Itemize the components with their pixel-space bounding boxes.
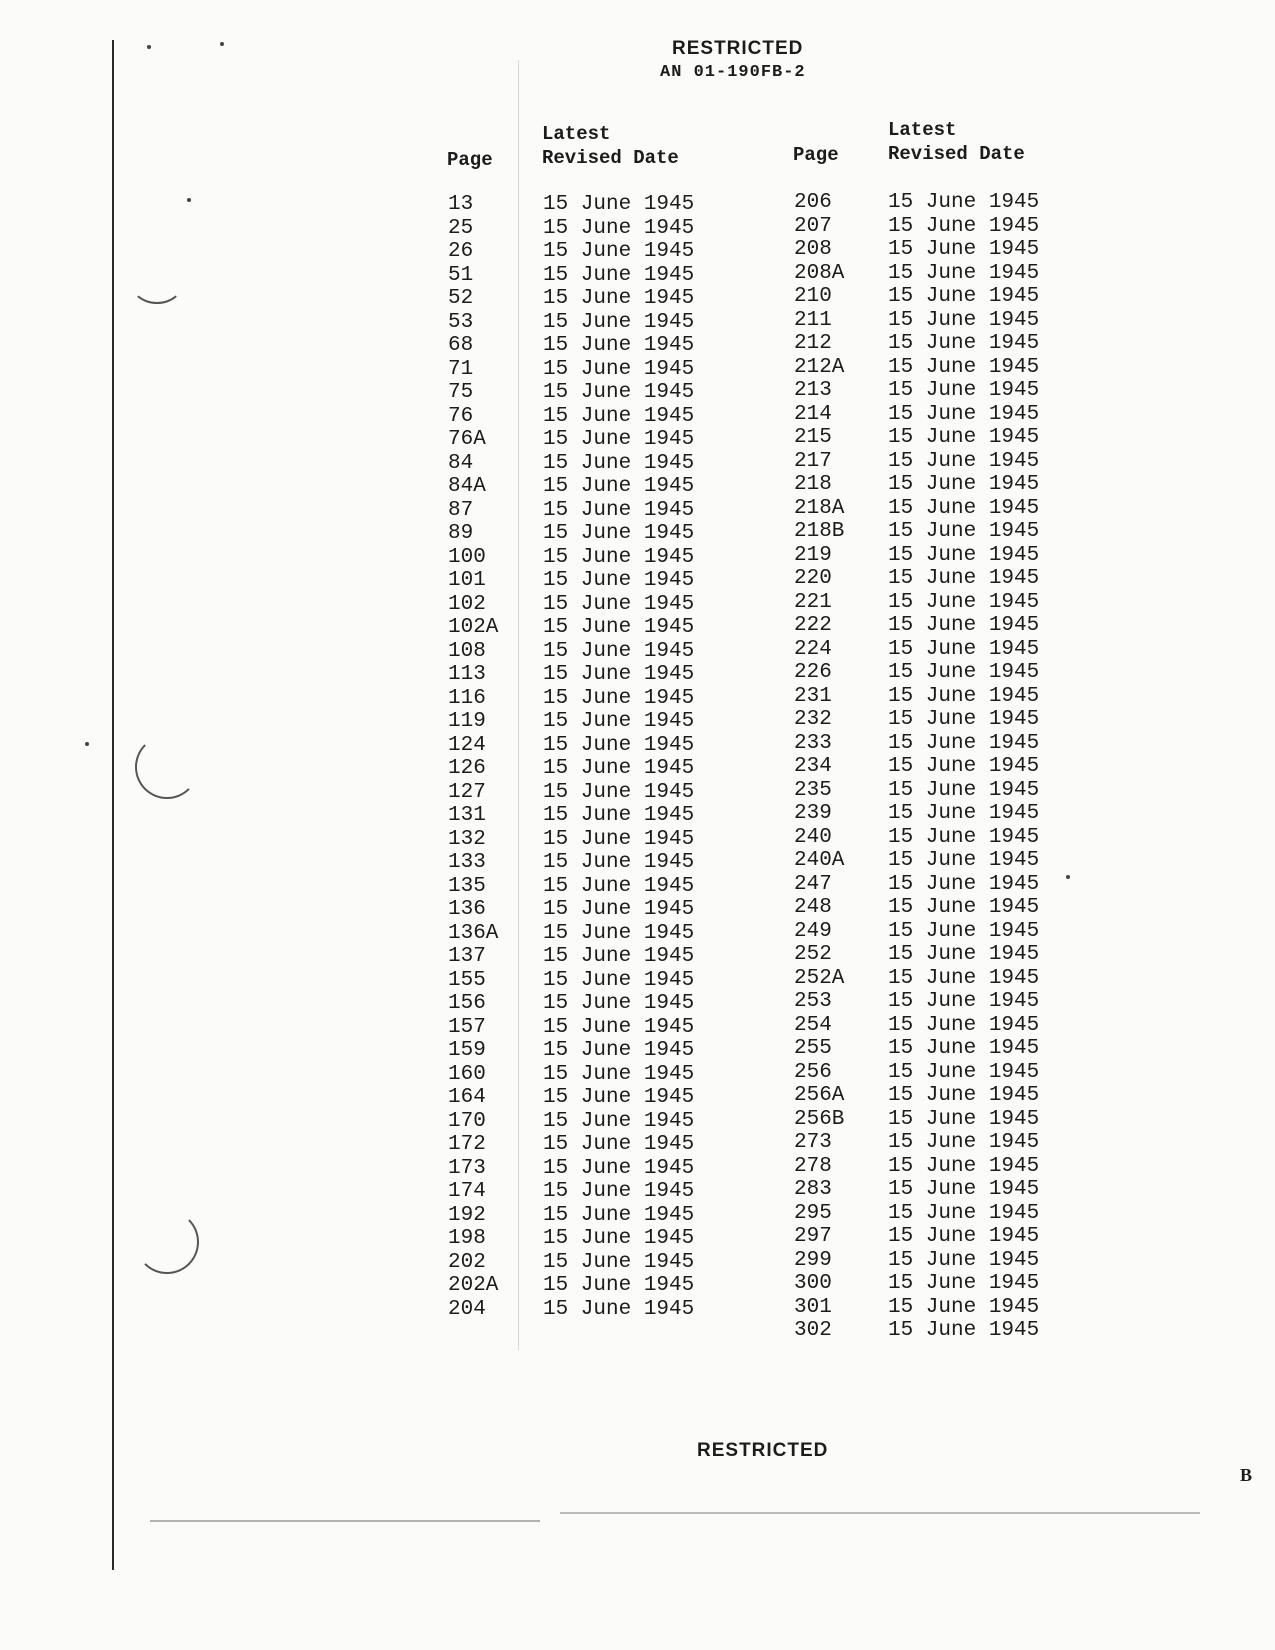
page-number-cell: 300 [794,1272,832,1295]
revised-date-cell: 15 June 1945 [888,1295,1040,1319]
revised-date-cell: 15 June 1945 [543,569,695,592]
page-number-cell: 224 [794,637,832,661]
revised-date-cell: 15 June 1945 [543,592,695,616]
revised-date-cell: 15 June 1945 [888,778,1040,802]
page-number-cell: 255 [794,1037,832,1060]
revised-date-cell: 15 June 1945 [543,263,695,287]
revised-date-cell: 15 June 1945 [543,710,695,733]
revised-date-cell: 15 June 1945 [543,216,695,240]
revised-date-cell: 15 June 1945 [888,966,1040,990]
page-number-cell: 240 [794,825,832,849]
document-number: AN 01-190FB-2 [660,63,806,82]
page-number-cell: 232 [794,708,832,731]
revised-date-cell: 15 June 1945 [543,1227,695,1250]
revised-date-cell: 15 June 1945 [888,614,1040,637]
left-page-heading: Page [447,149,493,171]
revised-date-cell: 15 June 1945 [543,381,695,404]
page-number-cell: 76 [448,404,474,428]
revised-date-cell: 15 June 1945 [543,428,695,451]
revised-date-cell: 15 June 1945 [543,287,695,310]
revised-date-cell: 15 June 1945 [543,686,695,710]
revised-date-cell: 15 June 1945 [888,590,1040,614]
page-number-cell: 221 [794,590,832,614]
revised-date-cell: 15 June 1945 [888,802,1040,825]
revised-date-cell: 15 June 1945 [888,1178,1040,1201]
page-number-cell: 302 [794,1319,832,1342]
revised-date-cell: 15 June 1945 [543,357,695,381]
scan-speck [85,742,89,746]
page-number-cell: 155 [448,968,486,992]
page-number-cell: 25 [448,216,474,240]
revised-date-cell: 15 June 1945 [888,402,1040,426]
page-number-cell: 131 [448,804,486,827]
revised-date-cell: 15 June 1945 [888,449,1040,473]
revised-date-cell: 15 June 1945 [888,496,1040,520]
page-number-cell: 52 [448,287,474,310]
revised-date-cell: 15 June 1945 [888,238,1040,261]
revised-date-cell: 15 June 1945 [543,1274,695,1297]
page-number-cell: 249 [794,919,832,943]
revised-date-cell: 15 June 1945 [543,475,695,498]
revised-date-cell: 15 June 1945 [543,827,695,851]
revised-date-cell: 15 June 1945 [543,757,695,780]
page-number-cell: 75 [448,381,474,404]
page-number-cell: 136A [448,921,499,945]
revised-date-cell: 15 June 1945 [888,1060,1040,1084]
revised-date-cell: 15 June 1945 [543,498,695,522]
page-number-cell: 126 [448,757,486,780]
page-number-cell: 202 [448,1250,486,1274]
revised-date-cell: 15 June 1945 [888,191,1040,214]
page-number-cell: 256 [794,1060,832,1084]
revised-date-cell: 15 June 1945 [543,663,695,686]
revised-date-cell: 15 June 1945 [888,355,1040,379]
page-number-cell: 156 [448,992,486,1015]
page-number-cell: 192 [448,1203,486,1227]
page-number-cell: 233 [794,731,832,755]
scan-speck [1066,875,1070,879]
revised-date-cell: 15 June 1945 [888,1319,1040,1342]
revised-date-cell: 15 June 1945 [543,804,695,827]
page-number-cell: 235 [794,778,832,802]
punch-hole-mark [135,735,199,799]
revised-date-cell: 15 June 1945 [888,849,1040,872]
page-number-cell: 132 [448,827,486,851]
revised-date-cell: 15 June 1945 [888,943,1040,966]
page-number-cell: 84A [448,475,486,498]
revised-date-cell: 15 June 1945 [543,1062,695,1086]
page-number-cell: 102 [448,592,486,616]
right-date-heading: Latest Revised Date [888,119,1025,165]
revised-date-cell: 15 June 1945 [888,520,1040,543]
page-number-cell: 133 [448,851,486,874]
page-number-cell: 252 [794,943,832,966]
revised-date-cell: 15 June 1945 [888,1084,1040,1107]
page-number-cell: 220 [794,567,832,590]
revised-date-cell: 15 June 1945 [888,1248,1040,1272]
scan-speck [187,198,191,202]
page-number-cell: 113 [448,663,486,686]
revised-date-cell: 15 June 1945 [543,780,695,804]
page-number-cell: 26 [448,240,474,263]
right-page-column [794,191,844,1343]
page-number-cell: 213 [794,379,832,402]
revised-date-cell: 15 June 1945 [888,261,1040,285]
page-number-cell: 100 [448,545,486,569]
page-number-cell: 214 [794,402,832,426]
page-number-cell: 101 [448,569,486,592]
page-number-cell: 71 [448,357,474,381]
revised-date-cell: 15 June 1945 [543,404,695,428]
page-number-cell: 299 [794,1248,832,1272]
revised-date-cell: 15 June 1945 [543,1015,695,1039]
page-number-cell: 210 [794,285,832,308]
revised-date-cell: 15 June 1945 [543,1250,695,1274]
revised-date-cell: 15 June 1945 [543,1086,695,1109]
page-number-cell: 174 [448,1180,486,1203]
revised-date-cell: 15 June 1945 [888,684,1040,708]
page-number-cell: 157 [448,1015,486,1039]
revised-date-cell: 15 June 1945 [888,1272,1040,1295]
page-number-cell: 164 [448,1086,486,1109]
classification-footer: RESTRICTED [697,1440,829,1461]
left-page-column [448,193,498,1321]
page-number-cell: 127 [448,780,486,804]
revised-date-cell: 15 June 1945 [543,921,695,945]
page-number-cell: 256B [794,1107,845,1131]
page-number-cell: 234 [794,755,832,778]
revised-date-cell: 15 June 1945 [543,616,695,639]
page-number-cell: 119 [448,710,486,733]
revised-date-cell: 15 June 1945 [888,919,1040,943]
page-number-cell: 218 [794,473,832,496]
right-page-heading: Page [793,144,839,166]
page-number-cell: 13 [448,193,474,216]
revised-date-cell: 15 June 1945 [888,1037,1040,1060]
page-number-cell: 136 [448,898,486,921]
revised-date-cell: 15 June 1945 [543,1203,695,1227]
revised-date-cell: 15 June 1945 [543,851,695,874]
page-number-cell: 170 [448,1109,486,1133]
revised-date-cell: 15 June 1945 [888,637,1040,661]
page-number-cell: 295 [794,1201,832,1225]
page-letter: B [1240,1465,1253,1485]
page-number-cell: 278 [794,1154,832,1178]
page-number-cell: 172 [448,1133,486,1156]
page-number-cell: 87 [448,498,474,522]
revised-date-cell: 15 June 1945 [543,639,695,663]
revised-date-cell: 15 June 1945 [543,968,695,992]
left-date-heading: Latest Revised Date [542,123,679,169]
page-number-cell: 211 [794,308,832,332]
revised-date-cell: 15 June 1945 [543,874,695,898]
revised-date-cell: 15 June 1945 [543,733,695,757]
revised-date-cell: 15 June 1945 [543,240,695,263]
revised-date-cell: 15 June 1945 [888,285,1040,308]
page-number-cell: 212A [794,355,845,379]
page-number-cell: 218B [794,520,845,543]
page-number-cell: 108 [448,639,486,663]
revised-date-cell: 15 June 1945 [543,522,695,545]
page-number-cell: 207 [794,214,832,238]
page-number-cell: 124 [448,733,486,757]
revised-date-cell: 15 June 1945 [543,1039,695,1062]
page-number-cell: 222 [794,614,832,637]
revised-date-cell: 15 June 1945 [888,1225,1040,1248]
page-number-cell: 256A [794,1084,845,1107]
binding-edge-line [112,40,114,1570]
page-number-cell: 297 [794,1225,832,1248]
page-number-cell: 253 [794,990,832,1013]
page-number-cell: 240A [794,849,845,872]
page-number-cell: 135 [448,874,486,898]
page-number-cell: 76A [448,428,486,451]
revised-date-cell: 15 June 1945 [543,1133,695,1156]
revised-date-cell: 15 June 1945 [543,451,695,475]
page-number-cell: 206 [794,191,832,214]
revised-date-cell: 15 June 1945 [888,1131,1040,1154]
bottom-smudge-line [560,1512,1200,1514]
revised-date-cell: 15 June 1945 [888,543,1040,567]
revised-date-cell: 15 June 1945 [888,708,1040,731]
revised-date-cell: 15 June 1945 [888,990,1040,1013]
page-number-cell: 84 [448,451,474,475]
revised-date-cell: 15 June 1945 [543,1156,695,1180]
page-number-cell: 247 [794,872,832,896]
revised-date-cell: 15 June 1945 [888,379,1040,402]
page-number-cell: 159 [448,1039,486,1062]
page-number-cell: 248 [794,896,832,919]
revised-date-cell: 15 June 1945 [888,567,1040,590]
left-date-column [543,193,694,1321]
revised-date-cell: 15 June 1945 [888,1201,1040,1225]
page-number-cell: 173 [448,1156,486,1180]
revised-date-cell: 15 June 1945 [543,898,695,921]
revised-date-cell: 15 June 1945 [888,661,1040,684]
page-number-cell: 89 [448,522,474,545]
page-number-cell: 239 [794,802,832,825]
page-number-cell: 51 [448,263,474,287]
page-number-cell: 273 [794,1131,832,1154]
revised-date-cell: 15 June 1945 [888,332,1040,355]
revised-date-cell: 15 June 1945 [543,1109,695,1133]
column-guide-line [518,60,519,1350]
page-number-cell: 283 [794,1178,832,1201]
revised-date-cell: 15 June 1945 [543,310,695,334]
revised-date-cell: 15 June 1945 [888,426,1040,449]
page-number-cell: 231 [794,684,832,708]
page-number-cell: 208 [794,238,832,261]
classification-header: RESTRICTED [672,38,804,59]
page-number-cell: 215 [794,426,832,449]
page-number-cell: 301 [794,1295,832,1319]
page-number-cell: 252A [794,966,845,990]
revised-date-cell: 15 June 1945 [543,193,695,216]
bottom-smudge-line [150,1520,540,1522]
revised-date-cell: 15 June 1945 [888,473,1040,496]
revised-date-cell: 15 June 1945 [888,731,1040,755]
revised-date-cell: 15 June 1945 [888,872,1040,896]
revised-date-cell: 15 June 1945 [888,1154,1040,1178]
page-number-cell: 202A [448,1274,499,1297]
page-number-cell: 68 [448,334,474,357]
page-number-cell: 208A [794,261,845,285]
revised-date-cell: 15 June 1945 [888,214,1040,238]
revised-date-cell: 15 June 1945 [888,308,1040,332]
revised-date-cell: 15 June 1945 [888,1013,1040,1037]
page-number-cell: 212 [794,332,832,355]
page-number-cell: 217 [794,449,832,473]
revised-date-cell: 15 June 1945 [888,1107,1040,1131]
revised-date-cell: 15 June 1945 [888,755,1040,778]
punch-hole-mark [135,1210,199,1274]
revised-date-cell: 15 June 1945 [888,825,1040,849]
punch-hole-mark [130,260,184,304]
page-number-cell: 160 [448,1062,486,1086]
page-number-cell: 53 [448,310,474,334]
page-number-cell: 219 [794,543,832,567]
page-number-cell: 226 [794,661,832,684]
revised-date-cell: 15 June 1945 [543,945,695,968]
page-number-cell: 204 [448,1297,486,1321]
page-number-cell: 137 [448,945,486,968]
revised-date-cell: 15 June 1945 [543,992,695,1015]
page-number-cell: 254 [794,1013,832,1037]
right-date-column [888,191,1039,1343]
revised-date-cell: 15 June 1945 [543,334,695,357]
page-number-cell: 102A [448,616,499,639]
page-number-cell: 198 [448,1227,486,1250]
revised-date-cell: 15 June 1945 [543,1180,695,1203]
revised-date-cell: 15 June 1945 [888,896,1040,919]
page-number-cell: 116 [448,686,486,710]
revised-date-cell: 15 June 1945 [543,545,695,569]
revised-date-cell: 15 June 1945 [543,1297,695,1321]
page-number-cell: 218A [794,496,845,520]
